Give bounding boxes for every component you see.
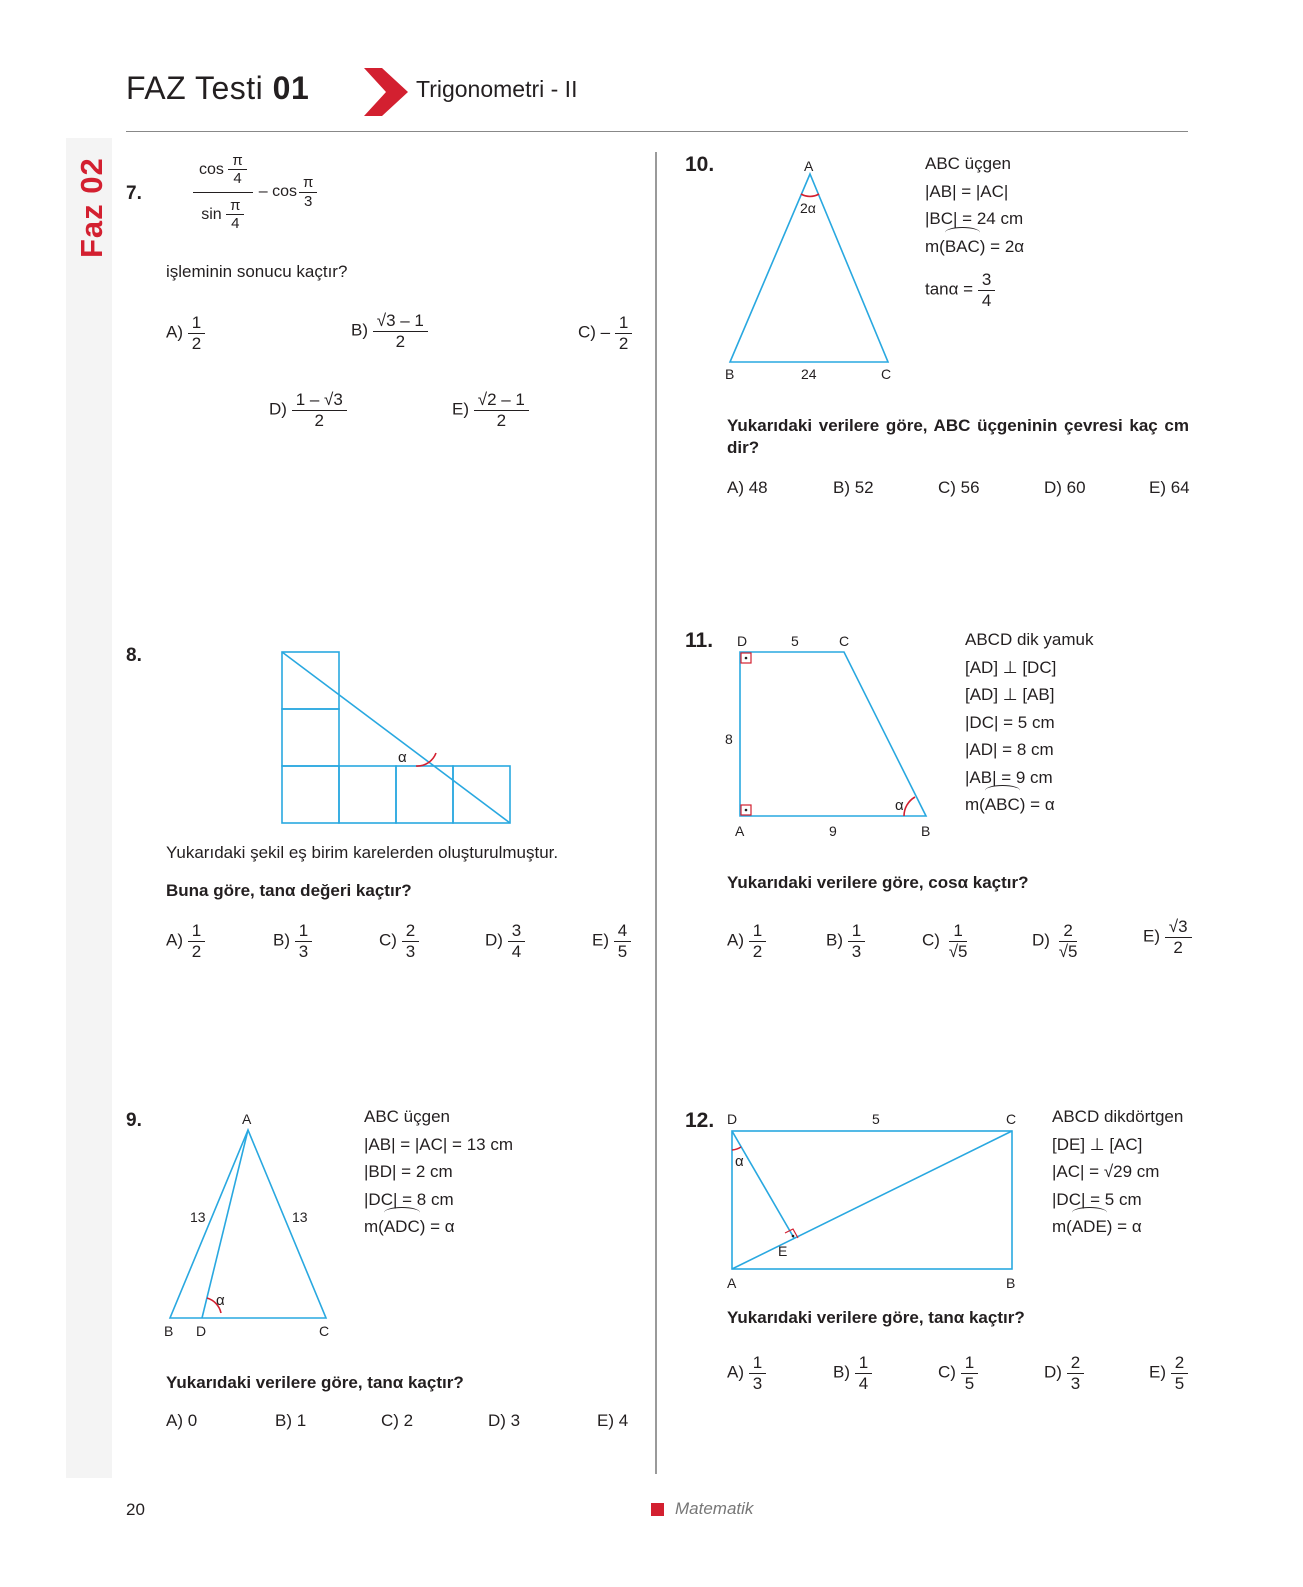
question-number: 9. <box>126 1110 142 1131</box>
svg-text:13: 13 <box>292 1209 308 1225</box>
svg-text:8: 8 <box>725 731 733 747</box>
q10-option-d[interactable]: D) 60 <box>1044 478 1086 497</box>
page-number: 20 <box>126 1500 145 1519</box>
grid-square <box>339 766 396 823</box>
q11-option-b[interactable]: B) $\frac{1}{3}$ <box>826 921 865 961</box>
q12-option-a[interactable]: A) $\frac{1}{3}$ <box>727 1353 766 1393</box>
question-number: 11. <box>685 629 714 652</box>
q7-option-d[interactable]: D) $\frac{1 - √3}{2}$ <box>269 390 347 430</box>
q10-option-e[interactable]: E) 64 <box>1149 478 1190 497</box>
q10-option-c[interactable]: C) 56 <box>938 478 980 497</box>
trapezoid-abcd <box>740 652 926 816</box>
page-title <box>126 70 309 107</box>
svg-text:A: A <box>727 1275 737 1291</box>
footer-square-icon <box>651 1503 664 1516</box>
header-divider <box>126 131 1188 132</box>
angle-arc <box>732 1147 741 1150</box>
svg-text:5: 5 <box>872 1111 880 1127</box>
q9-option-d[interactable]: D) 3 <box>488 1411 521 1430</box>
svg-text:α: α <box>735 1153 744 1170</box>
question-number: 10. <box>685 153 715 176</box>
q8-question: Buna göre, tanα değeri kaçtır? <box>166 881 412 900</box>
q7-expression: cos $\frac{\pi}{4}$ sin $\frac{\pi}{4}$ – cos $\frac{\pi}{3}$ <box>193 152 317 232</box>
footer-subject: Matematik <box>675 1499 754 1518</box>
svg-text:B: B <box>164 1323 174 1339</box>
q12-question: Yukarıdaki verilere göre, tanα kaçtır? <box>727 1308 1025 1327</box>
angle-arc <box>904 797 915 816</box>
q7-option-b[interactable]: B) $\frac{√3 - 1}{2}$ <box>351 311 428 351</box>
grid-square <box>282 766 339 823</box>
q11-question: Yukarıdaki verilere göre, cosα kaçtır? <box>727 873 1029 892</box>
q11-figure <box>718 626 943 841</box>
q8-figure <box>270 640 520 830</box>
q8-text: Yukarıdaki şekil eş birim karelerden oluşturulmuştur. <box>166 843 559 862</box>
q7-option-a[interactable]: A) $\frac{1}{2}$ <box>166 313 205 353</box>
segment-de <box>732 1131 794 1238</box>
question-number: 12. <box>685 1109 715 1132</box>
q8-option-d[interactable]: D) $\frac{3}{4}$ <box>485 921 525 961</box>
svg-text:α: α <box>895 797 904 814</box>
q10-figure <box>718 156 908 386</box>
q9-option-b[interactable]: B) 1 <box>275 1411 307 1430</box>
svg-text:α: α <box>216 1292 225 1309</box>
angle-arc <box>801 194 819 196</box>
q11-option-a[interactable]: A) $\frac{1}{2}$ <box>727 921 766 961</box>
svg-text:5: 5 <box>791 633 799 649</box>
svg-text:Faz 02: Faz 02 <box>74 157 109 258</box>
title-prefix: FAZ Testi <box>126 70 264 106</box>
diagonal-ac <box>732 1131 1012 1269</box>
q12-option-b[interactable]: B) $\frac{1}{4}$ <box>833 1353 872 1393</box>
svg-text:E: E <box>778 1243 788 1259</box>
svg-text:B: B <box>1006 1275 1016 1291</box>
q11-option-e[interactable]: E) $\frac{√3}{2}$ <box>1143 917 1192 957</box>
q9-option-e[interactable]: E) 4 <box>597 1411 629 1430</box>
svg-text:A: A <box>735 823 745 839</box>
svg-text:A: A <box>804 158 814 174</box>
grid-square <box>453 766 510 823</box>
page-subtitle: Trigonometri - II <box>416 76 578 102</box>
q10-given: ABC üçgen |AB| = |AC| |BC| = 24 cm m(BAC) = 2α tanα = $\frac{3}{4}$ <box>925 154 1025 310</box>
svg-text:B: B <box>725 366 735 382</box>
column-divider <box>655 152 657 1474</box>
question-number: 8. <box>126 645 142 666</box>
q8-option-e[interactable]: E) $\frac{4}{5}$ <box>592 921 631 961</box>
q10-option-a[interactable]: A) 48 <box>727 478 768 497</box>
svg-text:24: 24 <box>801 366 817 382</box>
svg-text:D: D <box>196 1323 207 1339</box>
q10-option-b[interactable]: B) 52 <box>833 478 874 497</box>
svg-text:2α: 2α <box>800 200 816 216</box>
side-tag-logo <box>58 150 118 260</box>
q11-option-c[interactable]: C) $\frac{1}{√5}$ <box>922 921 968 961</box>
svg-text:C: C <box>319 1323 330 1339</box>
grid-square <box>282 652 339 709</box>
q11-given: ABCD dik yamuk [AD] ⊥ [DC] [AD] ⊥ [AB] |DC| = 5 cm |AD| = 8 cm |AB| = 9 cm m(ABC) = α <box>965 626 1093 819</box>
q12-option-d[interactable]: D) $\frac{2}{3}$ <box>1044 1353 1084 1393</box>
svg-text:C: C <box>881 366 892 382</box>
q7-option-c[interactable]: C) – $\frac{1}{2}$ <box>578 313 632 353</box>
svg-text:C: C <box>1006 1111 1017 1127</box>
q7-question: işleminin sonucu kaçtır? <box>166 262 348 281</box>
q9-question: Yukarıdaki verilere göre, tanα kaçtır? <box>166 1373 464 1392</box>
grid-square <box>282 709 339 766</box>
svg-text:A: A <box>242 1111 252 1127</box>
svg-text:D: D <box>727 1111 738 1127</box>
q12-figure <box>718 1106 1028 1291</box>
alpha-label: α <box>398 749 407 766</box>
q12-option-e[interactable]: E) $\frac{2}{5}$ <box>1149 1353 1188 1393</box>
svg-text:13: 13 <box>190 1209 206 1225</box>
question-number: 7. <box>126 183 142 204</box>
q12-given: ABCD dikdörtgen [DE] ⊥ [AC] |AC| = √29 cm |DC| = 5 cm m(ADE) = α <box>1052 1103 1183 1241</box>
q8-option-b[interactable]: B) $\frac{1}{3}$ <box>273 921 312 961</box>
q9-figure <box>160 1108 350 1343</box>
side-strip <box>66 138 112 1478</box>
q9-option-c[interactable]: C) 2 <box>381 1411 414 1430</box>
q9-option-a[interactable]: A) 0 <box>166 1411 198 1430</box>
svg-text:D: D <box>737 633 748 649</box>
svg-text:B: B <box>921 823 931 839</box>
svg-text:C: C <box>839 633 850 649</box>
q8-option-a[interactable]: A) $\frac{1}{2}$ <box>166 921 205 961</box>
q8-option-c[interactable]: C) $\frac{2}{3}$ <box>379 921 419 961</box>
q12-option-c[interactable]: C) $\frac{1}{5}$ <box>938 1353 978 1393</box>
q11-option-d[interactable]: D) $\frac{2}{√5}$ <box>1032 921 1078 961</box>
chevron-right-icon <box>364 68 410 116</box>
q7-option-e[interactable]: E) $\frac{√2 - 1}{2}$ <box>452 390 529 430</box>
svg-text:9: 9 <box>829 823 837 839</box>
title-number: 01 <box>272 70 310 106</box>
q10-question: Yukarıdaki verilere göre, ABC üçgeninin çevresi kaç cm dir? <box>727 416 1189 457</box>
q9-given: ABC üçgen |AB| = |AC| = 13 cm |BD| = 2 cm |DC| = 8 cm m(ADC) = α <box>364 1103 513 1241</box>
